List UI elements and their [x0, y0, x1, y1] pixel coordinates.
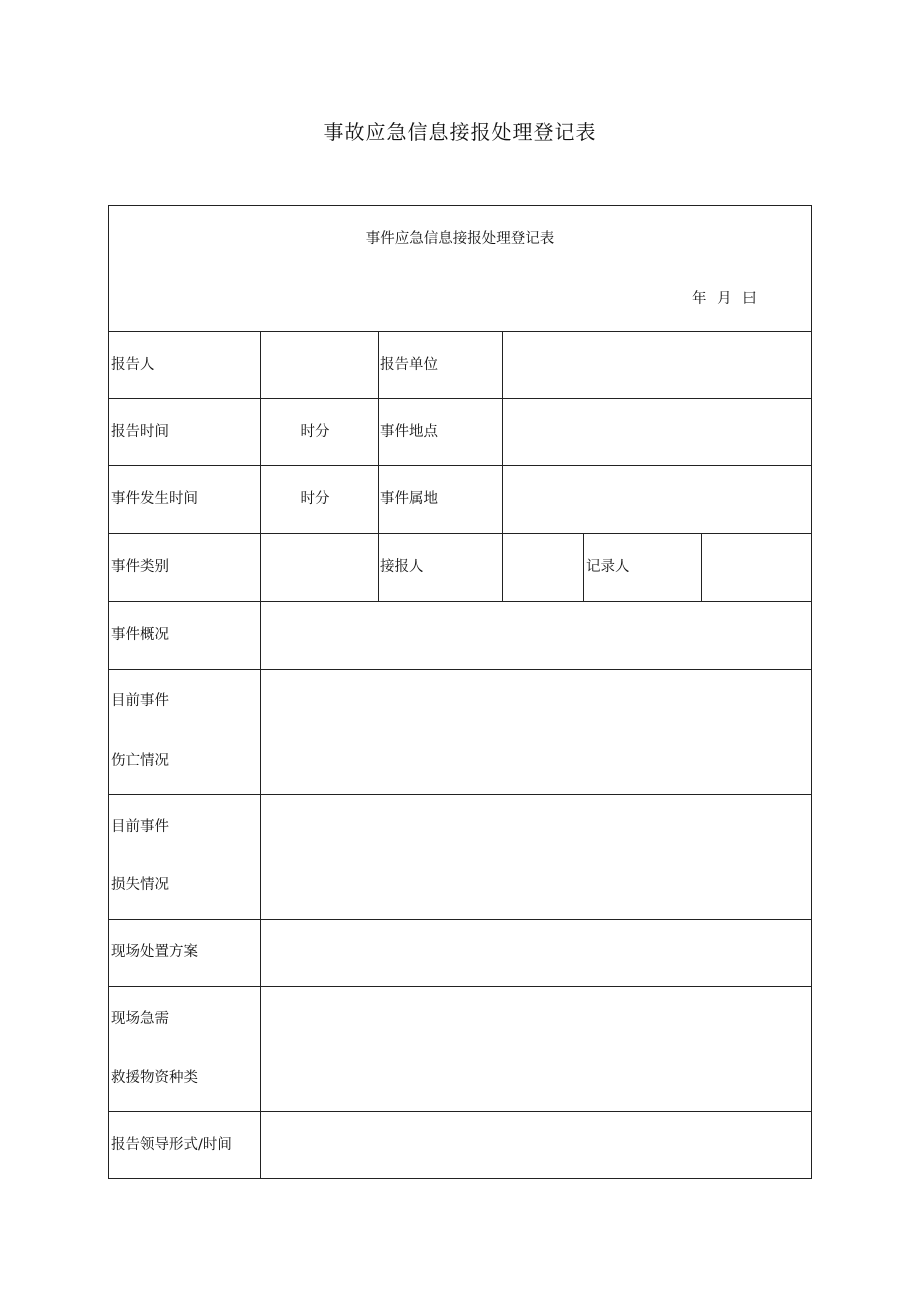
supplies-label-line1: 现场急需 — [111, 1011, 169, 1027]
supplies-label-line2: 救援物资种类 — [111, 1070, 198, 1086]
column-divider — [583, 533, 584, 601]
column-divider — [260, 331, 261, 1178]
event-type-label: 事件类别 — [111, 559, 169, 575]
event-time-unit: 时分 — [300, 491, 330, 507]
row-divider — [109, 919, 811, 920]
receiver-label: 接报人 — [380, 559, 424, 575]
reporter-label: 报告人 — [111, 357, 155, 373]
losses-label-line2: 损失情况 — [111, 877, 169, 893]
form-heading: 事件应急信息接报处理登记表 — [365, 231, 555, 247]
column-divider — [502, 331, 503, 601]
page-title: 事故应急信息接报处理登记表 — [323, 120, 597, 144]
event-jurisdiction-label: 事件属地 — [380, 491, 438, 507]
row-divider — [109, 986, 811, 987]
casualties-label-line1: 目前事件 — [111, 693, 169, 709]
losses-label-line1: 目前事件 — [111, 819, 169, 835]
onsite-plan-label: 现场处置方案 — [111, 944, 198, 960]
report-time-label: 报告时间 — [111, 424, 169, 440]
row-divider — [109, 601, 811, 602]
leader-report-label: 报告领导形式/时间 — [111, 1137, 232, 1153]
row-divider — [109, 1111, 811, 1112]
row-divider — [109, 669, 811, 670]
event-time-label: 事件发生时间 — [111, 491, 198, 507]
column-divider — [701, 533, 702, 601]
row-divider — [109, 331, 811, 332]
registration-form — [108, 205, 812, 1179]
recorder-label: 记录人 — [586, 559, 630, 575]
event-location-label: 事件地点 — [380, 424, 438, 440]
casualties-label-line2: 伤亡情况 — [111, 753, 169, 769]
row-divider — [109, 398, 811, 399]
row-divider — [109, 465, 811, 466]
row-divider — [109, 794, 811, 795]
reporting-unit-label: 报告单位 — [380, 357, 438, 373]
event-overview-label: 事件概况 — [111, 627, 169, 643]
row-divider — [109, 533, 811, 534]
column-divider — [378, 331, 379, 601]
report-time-unit: 时分 — [300, 424, 330, 440]
date-line: 年 月 曰 — [692, 291, 760, 307]
